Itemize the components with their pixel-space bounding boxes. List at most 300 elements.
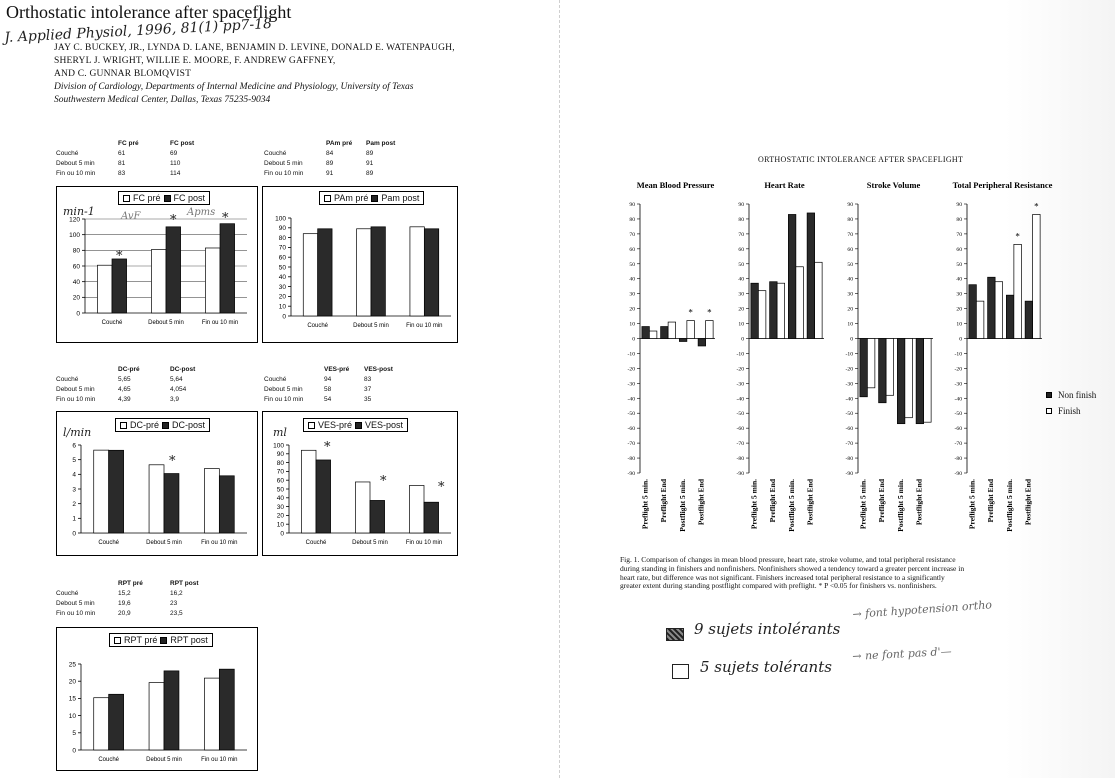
fc-table-cell: Couché [56, 149, 79, 157]
pam-table-cell: Fin ou 10 min [264, 169, 304, 177]
ves-legend [303, 418, 408, 432]
x-category-label: Debout 5 min [353, 323, 389, 329]
bar-post [166, 227, 181, 313]
rpt-table-cell: 16,2 [170, 589, 183, 597]
legend-label-pre: PAm pré [334, 193, 369, 203]
bar-post [109, 694, 124, 750]
x-category-label: Preflight End [768, 479, 778, 523]
bar-non-finish [1025, 301, 1033, 338]
y-tick-label: 80 [276, 459, 284, 467]
ves-table-cell: 54 [324, 395, 332, 403]
ves-table-cell: 58 [324, 385, 332, 393]
y-tick-label: 40 [738, 276, 744, 283]
fc-star-note-1: * [116, 249, 123, 264]
bar-pre [410, 227, 424, 316]
right-legend-finish [1046, 406, 1081, 416]
fc-table-cell: 81 [118, 159, 126, 167]
y-tick-label: 100 [273, 442, 284, 450]
fc-table-cell: 61 [118, 149, 126, 157]
y-tick-label: 10 [276, 521, 284, 529]
rpt-table-header-0 [56, 578, 118, 588]
dc-table-cell: 3,9 [170, 395, 180, 403]
y-tick-label: 50 [629, 261, 635, 268]
x-category-label: Preflight 5 min. [858, 479, 868, 530]
rpt-chart-frame [56, 627, 258, 771]
dc-table-cell: Debout 5 min [56, 385, 95, 393]
y-tick-label: 0 [850, 336, 853, 343]
right-figure-chart [610, 175, 1110, 555]
y-tick-label: 0 [959, 336, 962, 343]
y-tick-label: 20 [68, 678, 76, 686]
ves-table-cell: 94 [324, 375, 332, 383]
y-tick-label: 70 [278, 244, 286, 252]
affiliation-line-1: Division of Cardiology, Departments of Internal Medicine and Physiology, University of Texas [54, 82, 414, 92]
rpt-table-header-pre: RPT pré [118, 579, 143, 587]
legend-label-post: VES-post [365, 420, 404, 430]
legend-swatch-pre [114, 637, 121, 644]
y-tick-label: 20 [72, 294, 80, 302]
y-tick-label: 20 [278, 293, 286, 301]
bar-non-finish [698, 339, 706, 346]
y-tick-label: 15 [68, 695, 76, 703]
y-tick-label: 0 [282, 313, 286, 321]
y-tick-label: -80 [845, 456, 853, 463]
y-tick-label: 0 [632, 336, 635, 343]
dc-table-header-pre: DC-pré [118, 365, 140, 373]
ves-table-cell: 37 [364, 385, 372, 393]
y-tick-label: 80 [278, 234, 286, 242]
authors-line-2: SHERYL J. WRIGHT, WILLIE E. MOORE, F. ANDREW GAFFNEY, [54, 56, 336, 66]
fc-legend [118, 191, 210, 205]
rpt-table-cell: 20,9 [118, 609, 131, 617]
bar-non-finish [751, 283, 759, 338]
rpt-chart [57, 628, 259, 772]
y-tick-label: -60 [954, 426, 962, 433]
y-tick-label: -80 [736, 456, 744, 463]
bar-finish [796, 267, 804, 339]
x-category-label: Fin ou 10 min [201, 320, 239, 326]
bar-non-finish [642, 327, 650, 339]
ves-table-cell: 83 [364, 375, 372, 383]
legend-swatch-pre [123, 195, 130, 202]
rpt-table-cell: Couché [56, 589, 79, 597]
x-category-label: Debout 5 min [146, 540, 182, 546]
y-tick-label: 90 [278, 225, 286, 233]
y-tick-label: -30 [736, 381, 744, 388]
caption-line: heart rate, but difference was not significant. Finishers increased total peripheral resistance to a significantly [620, 572, 945, 582]
bar-finish [706, 321, 714, 339]
legend-swatch-post [160, 637, 167, 644]
y-tick-label: 10 [278, 303, 286, 311]
y-tick-label: 90 [629, 202, 635, 208]
ves-table-cell: Debout 5 min [264, 385, 303, 393]
y-tick-label: 0 [741, 336, 744, 343]
y-tick-label: 60 [956, 246, 962, 253]
legend-label-finish: Finish [1058, 406, 1081, 416]
pam-table [264, 138, 401, 178]
y-tick-label: 20 [276, 512, 284, 520]
fc-table-cell: 69 [170, 149, 178, 157]
bar-finish [668, 322, 676, 338]
y-tick-label: -70 [736, 441, 744, 448]
bar-non-finish [661, 327, 669, 339]
significance-star: * [1034, 201, 1039, 212]
y-tick-label: 4 [72, 471, 76, 479]
y-tick-label: 40 [278, 274, 286, 282]
y-tick-label: 50 [738, 261, 744, 268]
y-tick-label: 10 [956, 321, 962, 328]
legend-swatch-finish [1046, 408, 1052, 414]
dc-chart-frame [56, 411, 258, 556]
y-tick-label: 20 [956, 306, 962, 313]
y-tick-label: -70 [954, 441, 962, 448]
y-tick-label: 5 [72, 730, 76, 738]
y-tick-label: 50 [847, 261, 853, 268]
dc-table-cell: 4,054 [170, 385, 187, 393]
y-tick-label: -10 [845, 351, 853, 358]
bar-finish [777, 283, 785, 338]
bar-finish [1014, 244, 1022, 338]
x-category-label: Preflight End [877, 479, 887, 523]
fc-table-cell: 114 [170, 169, 181, 177]
y-tick-label: 60 [629, 246, 635, 253]
pam-legend [319, 191, 424, 205]
pam-table-cell: Debout 5 min [264, 159, 303, 167]
dc-table-header-0 [56, 364, 118, 374]
dc-legend [115, 418, 210, 432]
fc-star-note-2: * [170, 213, 177, 228]
legend-swatch-pre [324, 195, 331, 202]
y-tick-label: 0 [280, 530, 284, 538]
fc-annotation-1: AvF [121, 211, 141, 222]
y-tick-label: 40 [956, 276, 962, 283]
bar-non-finish [916, 339, 924, 424]
x-category-label: Fin ou 10 min [406, 323, 443, 329]
fc-table-header-post: FC post [170, 139, 195, 147]
bar-post [220, 224, 235, 313]
fc-chart-frame [56, 186, 258, 343]
legend-label-pre: DC-pré [130, 420, 160, 430]
bar-finish [867, 339, 875, 388]
y-tick-label: 50 [276, 486, 284, 494]
right-legend-non-finish [1046, 390, 1096, 400]
y-tick-label: 50 [278, 264, 286, 272]
bar-pre [204, 678, 219, 750]
y-tick-label: 0 [72, 747, 76, 755]
ves-star-note-2: * [380, 474, 387, 489]
fc-table-cell: Debout 5 min [56, 159, 95, 167]
pam-table-cell: 91 [366, 159, 374, 167]
pam-chart-frame [262, 186, 458, 343]
x-category-label: Preflight 5 min. [640, 479, 650, 530]
bar-non-finish [788, 214, 796, 338]
dc-table-cell: Couché [56, 375, 79, 383]
figure-caption [620, 556, 1050, 591]
y-tick-label: -40 [845, 396, 853, 403]
bar-non-finish [679, 339, 687, 342]
y-tick-label: -60 [627, 426, 635, 433]
y-tick-label: 70 [276, 468, 284, 476]
bar-post [164, 671, 179, 750]
panel-0 [628, 180, 715, 532]
y-tick-label: 90 [847, 202, 853, 208]
y-tick-label: 20 [847, 306, 853, 313]
pam-table-header-0 [264, 138, 326, 148]
note-tolerant-arrow: → ne font pas d'— [852, 644, 952, 663]
y-tick-label: 40 [629, 276, 635, 283]
y-tick-label: -90 [736, 471, 744, 477]
ves-unit-note: ml [273, 426, 287, 439]
y-tick-label: -40 [627, 396, 635, 403]
rpt-table [56, 578, 205, 618]
rpt-legend [109, 633, 213, 647]
y-tick-label: 40 [276, 495, 284, 503]
legend-label-post: DC-post [172, 420, 206, 430]
y-tick-label: 50 [956, 261, 962, 268]
bar-finish [687, 321, 695, 339]
legend-swatch-pre [120, 422, 127, 429]
legend-swatch-post [371, 195, 378, 202]
fc-table [56, 138, 200, 178]
y-tick-label: -70 [845, 441, 853, 448]
y-tick-label: 0 [72, 530, 76, 538]
y-tick-label: -20 [954, 366, 962, 373]
bar-pre [149, 683, 164, 750]
x-category-label: Debout 5 min [148, 320, 184, 326]
y-tick-label: -90 [845, 471, 853, 477]
dc-star-note: * [169, 454, 176, 469]
y-tick-label: 90 [956, 202, 962, 208]
bar-non-finish [770, 282, 778, 339]
y-tick-label: 40 [847, 276, 853, 283]
bar-post [316, 460, 331, 533]
x-category-label: Postflight End [914, 479, 924, 526]
y-tick-label: -80 [627, 456, 635, 463]
x-category-label: Postflight End [1023, 479, 1033, 526]
y-tick-label: -30 [627, 381, 635, 388]
y-tick-label: 30 [278, 283, 286, 291]
page-divider [559, 0, 560, 778]
bar-pre [357, 229, 371, 316]
dc-table-cell: 4,65 [118, 385, 131, 393]
y-tick-label: -80 [954, 456, 962, 463]
y-tick-label: -10 [736, 351, 744, 358]
y-tick-label: -20 [845, 366, 853, 373]
x-category-label: Couché [98, 540, 120, 546]
bar-pre [303, 234, 317, 316]
ves-table [264, 364, 399, 404]
x-category-label: Preflight End [659, 479, 669, 523]
y-tick-label: -60 [736, 426, 744, 433]
empty-box-icon [672, 664, 689, 679]
rpt-table-cell: Fin ou 10 min [56, 609, 96, 617]
pam-chart [263, 187, 459, 344]
bar-finish [886, 339, 894, 396]
fc-annotation-2: Apms [187, 207, 216, 218]
bar-non-finish [969, 285, 977, 339]
authors-line-3: AND C. GUNNAR BLOMQVIST [54, 69, 192, 79]
y-tick-label: 30 [956, 291, 962, 298]
y-tick-label: 60 [847, 246, 853, 253]
ves-table-header-post: VES-post [364, 365, 393, 373]
bar-non-finish [897, 339, 905, 424]
rpt-table-cell: 19,6 [118, 599, 131, 607]
bar-finish [1033, 214, 1041, 338]
bar-post [370, 500, 385, 533]
fc-table-cell: Fin ou 10 min [56, 169, 96, 177]
bar-pre [301, 450, 316, 533]
y-tick-label: 10 [847, 321, 853, 328]
y-tick-label: -50 [736, 411, 744, 418]
x-category-label: Couché [101, 320, 123, 326]
legend-label-pre: RPT pré [124, 635, 158, 645]
y-tick-label: 0 [76, 310, 80, 318]
note-intolerant-arrow: → font hypotension ortho [852, 598, 993, 621]
bar-non-finish [860, 339, 868, 397]
y-tick-label: 60 [276, 477, 284, 485]
legend-label-non-finish: Non finish [1058, 390, 1097, 400]
y-tick-label: 10 [68, 712, 76, 720]
note-tolerant: 5 sujets tolérants [700, 658, 832, 676]
rpt-table-cell: 23 [170, 599, 178, 607]
ves-chart [263, 412, 459, 557]
y-tick-label: 20 [738, 306, 744, 313]
y-tick-label: -30 [845, 381, 853, 388]
y-tick-label: 80 [847, 216, 853, 223]
x-category-label: Preflight End [986, 479, 996, 523]
panel-title: Mean Blood Pressure [636, 180, 715, 190]
x-category-label: Postflight 5 min. [1004, 479, 1014, 532]
y-tick-label: -70 [627, 441, 635, 448]
bar-post [424, 229, 438, 316]
bar-pre [151, 250, 166, 313]
bar-finish [924, 339, 932, 423]
bar-non-finish [1006, 295, 1014, 338]
y-tick-label: -50 [627, 411, 635, 418]
y-tick-label: 80 [738, 216, 744, 223]
pam-table-header-post: Pam post [366, 139, 396, 147]
y-tick-label: 1 [72, 515, 76, 523]
bar-post [219, 669, 234, 750]
x-category-label: Fin ou 10 min [405, 540, 443, 546]
y-tick-label: 5 [72, 456, 76, 464]
bar-post [424, 502, 439, 533]
fc-table-header-0 [56, 138, 118, 148]
y-tick-label: 30 [629, 291, 635, 298]
y-tick-label: -60 [845, 426, 853, 433]
y-tick-label: 25 [68, 661, 76, 669]
bar-post [164, 474, 179, 533]
legend-swatch-post [164, 195, 171, 202]
bar-pre [94, 450, 109, 533]
bar-finish [815, 262, 823, 338]
x-category-label: Postflight End [696, 479, 706, 526]
legend-label-post: Pam post [381, 193, 420, 203]
pam-table-cell: 84 [326, 149, 334, 157]
dc-table-cell: 5,64 [170, 375, 183, 383]
legend-label-pre: VES-pré [318, 420, 353, 430]
y-tick-label: -50 [954, 411, 962, 418]
paper-title: Orthostatic intolerance after spaceflight [6, 2, 292, 22]
dc-table-cell: 4,39 [118, 395, 131, 403]
x-category-label: Couché [307, 323, 329, 329]
rpt-table-header-post: RPT post [170, 579, 199, 587]
y-tick-label: 70 [738, 231, 744, 238]
y-tick-label: 100 [275, 215, 286, 223]
bar-post [219, 476, 234, 533]
pam-table-cell: Couché [264, 149, 287, 157]
ves-table-header-0 [264, 364, 324, 374]
legend-label-post: FC post [173, 193, 206, 203]
significance-star: * [707, 307, 712, 318]
y-tick-label: 30 [738, 291, 744, 298]
y-tick-label: 100 [69, 231, 80, 239]
caption-line: greater extent during standing postflight compared with preflight. * P <0.05 for finishers vs. nonfinishers. [620, 581, 937, 591]
ves-chart-frame [262, 411, 458, 556]
ves-table-header-pre: VES-pré [324, 365, 350, 373]
dc-unit-note: l/min [63, 426, 92, 439]
y-tick-label: 60 [278, 254, 286, 262]
y-tick-label: 60 [72, 263, 80, 271]
y-tick-label: -30 [954, 381, 962, 388]
ves-table-cell: Fin ou 10 min [264, 395, 304, 403]
panel-1 [737, 180, 824, 532]
rpt-table-cell: 15,2 [118, 589, 131, 597]
bar-post [371, 227, 385, 316]
y-tick-label: 70 [847, 231, 853, 238]
pam-table-cell: 89 [366, 169, 374, 177]
y-tick-label: -20 [736, 366, 744, 373]
y-tick-label: -90 [627, 471, 635, 477]
bar-finish [905, 339, 913, 418]
significance-star: * [1015, 231, 1020, 242]
fc-unit-note: min-1 [63, 205, 95, 218]
legend-label-post: RPT post [170, 635, 208, 645]
x-category-label: Debout 5 min [146, 757, 182, 763]
bar-post [109, 450, 124, 533]
pam-table-header-pre: PAm pré [326, 139, 353, 147]
y-tick-label: 3 [72, 486, 76, 494]
y-tick-label: -20 [627, 366, 635, 373]
dc-table-cell: 5,65 [118, 375, 131, 383]
y-tick-label: 80 [629, 216, 635, 223]
bar-non-finish [988, 277, 996, 338]
handwritten-reference: J. Applied Physiol, 1996, 81(1) pp7-18 [4, 15, 273, 46]
ves-star-note-3: * [438, 480, 445, 495]
right-page-header: ORTHOSTATIC INTOLERANCE AFTER SPACEFLIGHT [758, 155, 964, 164]
x-category-label: Preflight 5 min. [967, 479, 977, 530]
caption-line: during standing in finishers and nonfinishers. Nonfinishers showed a tendency toward a greater percent increase in [620, 563, 965, 573]
bar-finish [995, 282, 1003, 339]
x-category-label: Couché [98, 757, 120, 763]
caption-line: Fig. 1. Comparison of changes in mean blood pressure, heart rate, stroke volume, and total peripheral resistance [620, 555, 956, 564]
bar-non-finish [807, 213, 815, 339]
x-category-label: Postflight 5 min. [895, 479, 905, 532]
bar-pre [94, 698, 109, 750]
bar-pre [205, 248, 220, 313]
bar-pre [355, 482, 370, 533]
fc-star-note-3: * [222, 211, 229, 226]
y-tick-label: 70 [629, 231, 635, 238]
bar-post [318, 229, 332, 316]
legend-swatch-pre [308, 422, 315, 429]
y-tick-label: 60 [738, 246, 744, 253]
rpt-table-cell: 23,5 [170, 609, 183, 617]
y-tick-label: 80 [956, 216, 962, 223]
bar-pre [409, 485, 424, 533]
x-category-label: Preflight 5 min. [749, 479, 759, 530]
pam-table-cell: 91 [326, 169, 334, 177]
